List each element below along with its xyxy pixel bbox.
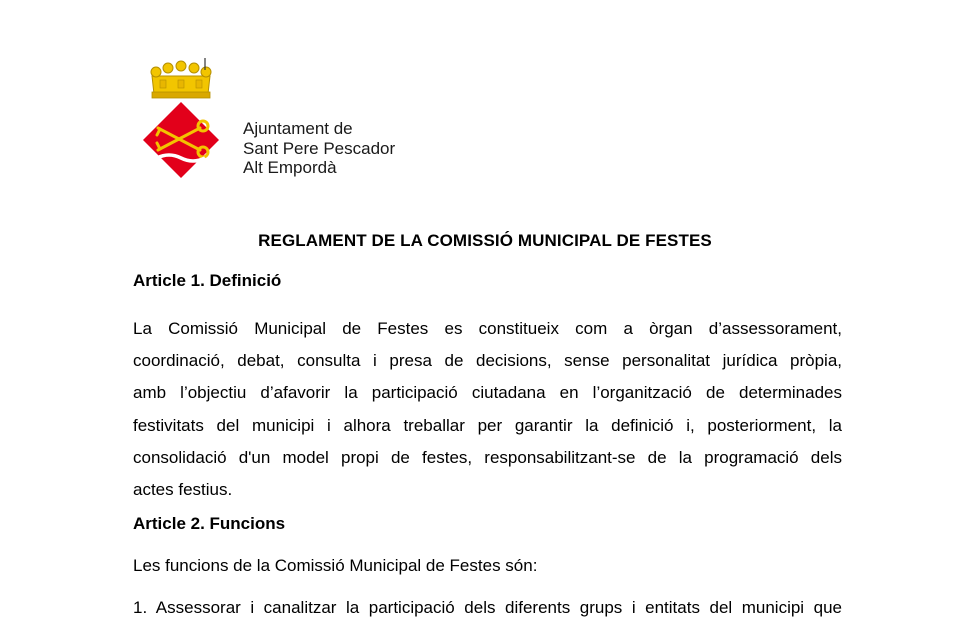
paragraph-line: coordinació, debat, consulta i presa de decisions, sense personalitat jurídica pròpia, bbox=[133, 351, 842, 371]
article-2-intro: Les funcions de la Comissió Municipal de Festes són: bbox=[133, 556, 538, 575]
paragraph-line: consolidació d'un model propi de festes, responsabilitzant-se de la programació dels bbox=[133, 447, 842, 467]
paragraph-line: amb l’objectiu d’afavorir la participació ciutadana en l’organització de determinades bbox=[133, 383, 842, 403]
paragraph-line: festivitats del municipi i alhora treballar per garantir la definició i, posteriorment, la bbox=[133, 415, 842, 435]
org-line-1: Ajuntament de bbox=[243, 119, 353, 138]
shield-icon bbox=[143, 102, 219, 178]
crown-icon bbox=[151, 58, 211, 98]
list-item: 1. Assessorar i canalitzar la participació dels diferents grups i entitats del municipi que bbox=[133, 598, 842, 617]
paragraph-line: La Comissió Municipal de Festes es constitueix com a òrgan d’assessorament, bbox=[133, 319, 842, 338]
article-1-heading: Article 1. Definició bbox=[133, 271, 282, 290]
document-title: REGLAMENT DE LA COMISSIÓ MUNICIPAL DE FESTES bbox=[258, 231, 712, 250]
article-1-paragraph bbox=[133, 313, 842, 506]
org-line-2: Sant Pere Pescador bbox=[243, 138, 396, 158]
article-2-heading: Article 2. Funcions bbox=[133, 514, 286, 533]
organization-name bbox=[243, 119, 395, 178]
paragraph-line: actes festius. bbox=[133, 479, 233, 499]
org-line-3: Alt Empordà bbox=[243, 158, 337, 177]
coat-of-arms-icon bbox=[140, 56, 222, 180]
